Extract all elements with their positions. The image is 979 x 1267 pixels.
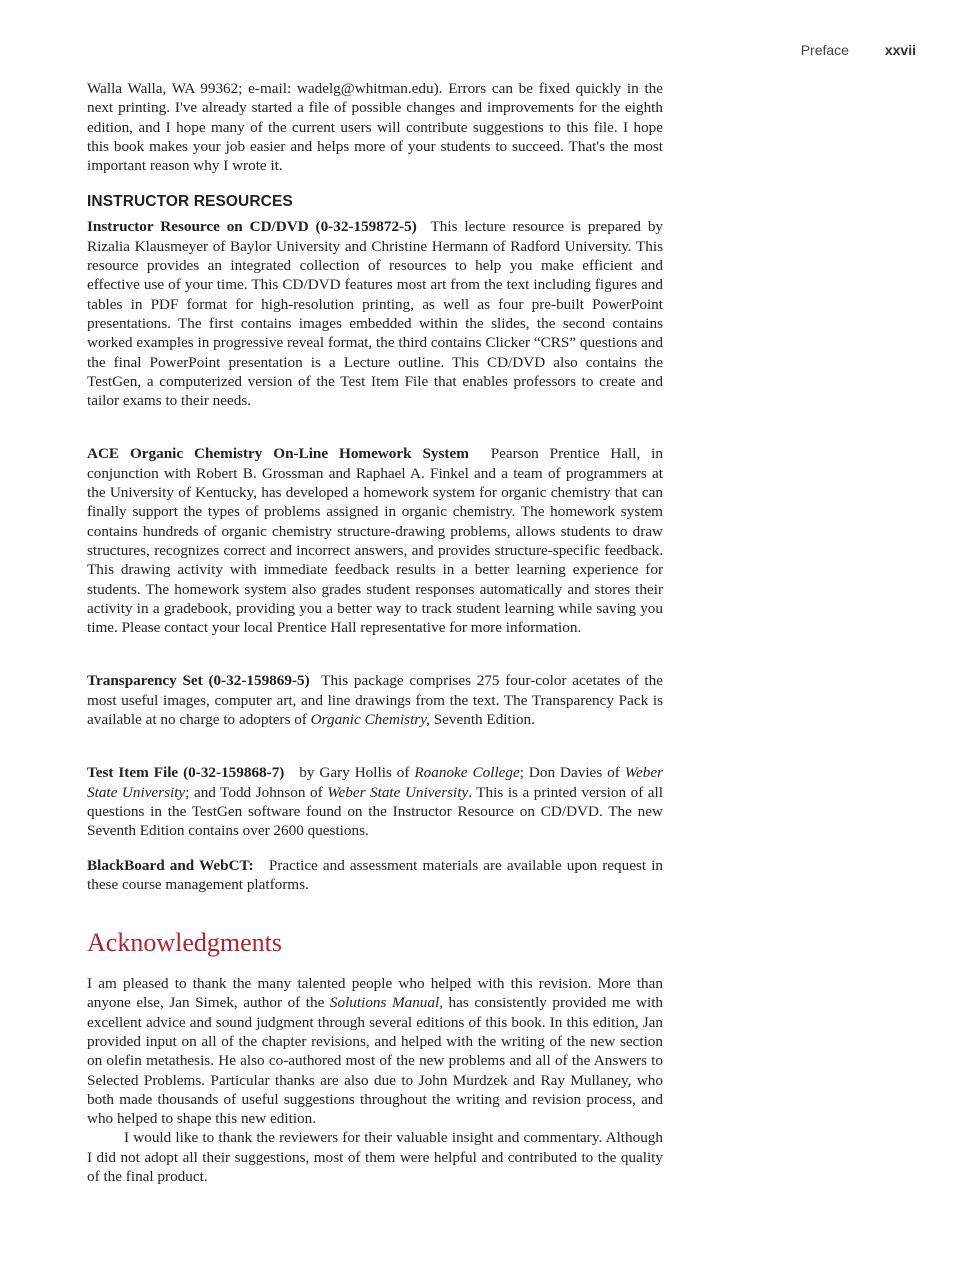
instructor-resources-heading: INSTRUCTOR RESOURCES xyxy=(87,193,293,211)
test-item-school-3: Weber State University xyxy=(327,783,469,801)
transparency-title: Transparency Set (0-32-159869-5) xyxy=(87,672,310,690)
ack-solutions-manual: Solutions Manual, xyxy=(329,994,443,1012)
page-body xyxy=(87,79,663,1186)
ace-title: ACE Organic Chemistry On-Line Homework System xyxy=(87,445,469,463)
transparency-text-end: Seventh Edition. xyxy=(433,711,535,729)
transparency-paragraph xyxy=(87,671,663,729)
test-item-text-3: ; and Todd Johnson of xyxy=(185,783,323,801)
acknowledgments-paragraph-1 xyxy=(87,974,663,1128)
test-item-text-4: . This is a printed version of all questions in the TestGen software found on the Instructor Resource on CD/DVD. The new Seventh Edition contains over 2600 questions. xyxy=(87,783,663,840)
acknowledgments-heading: Acknowledgments xyxy=(87,928,282,958)
transparency-book-title: Organic Chemistry, xyxy=(310,711,430,729)
ack-text-b: has consistently provided me with excellent advice and sound judgment through several editions of this book. In this edition, Jan provided input on all of the chapter revisions, and helped with the writing of the new section on olefin metathesis. He also co-authored most of the new problems and all of the Answers to Selected Problems. Particular thanks are also due to John Murdzek and Ray Mullaney, who both made thousands of useful suggestions throughout the writing and revision process, and who helped to shape this new edition. xyxy=(87,994,664,1128)
transparency-text: This package comprises 275 four-color acetates of the most useful images, computer art, and line drawings from the text. The Transparency Pack is available at no charge to adopters of xyxy=(87,672,663,729)
test-item-school-1: Roanoke College xyxy=(414,764,520,782)
intro-paragraph: Walla Walla, WA 99362; e-mail: wadelg@whitman.edu). Errors can be fixed quickly in the next printing. I've already started a file of possible changes and improvements for the eighth edition, and I hope many of the current users will contribute suggestions to this file. I hope this book makes your job easier and helps more of your students to succeed. That's the most important reason why I wrote it. xyxy=(87,80,663,175)
test-item-school-2: Weber State University xyxy=(87,764,664,801)
cd-resource-text: This lecture resource is prepared by Rizalia Klausmeyer of Baylor University and Christine Hermann of Radford University. This resource provides an integrated collection of resources to help you make efficient and effective use of your time. This CD/DVD features most art from the text including figures and tables in PDF format for high-resolution printing, as well as four pre-built PowerPoint presentations. The first contains images embedded within the slides, the second contains worked examples in progressive reveal format, the third contains Clicker “CRS” questions and the final PowerPoint presentation is a Lecture outline. This CD/DVD also contains the TestGen, a computerized version of the Test Item File that enables professors to create and tailor exams to their needs. xyxy=(87,218,664,410)
test-item-title: Test Item File (0-32-159868-7) xyxy=(87,764,285,782)
page-number: xxvii xyxy=(884,42,916,58)
running-head xyxy=(801,42,916,58)
ack-text-a: I am pleased to thank the many talented people who helped with this revision. More than anyone else, Jan Simek, author of the xyxy=(87,975,663,1012)
ace-paragraph xyxy=(87,444,663,637)
cd-resource-title: Instructor Resource on CD/DVD (0-32-159872-5) xyxy=(87,218,417,236)
blackboard-title: BlackBoard and WebCT: xyxy=(87,856,254,874)
blackboard-paragraph xyxy=(87,856,663,895)
test-item-text-2: ; Don Davies of xyxy=(519,764,620,782)
test-item-paragraph xyxy=(87,763,663,840)
test-item-text-1: by Gary Hollis of xyxy=(299,764,410,782)
ace-text: Pearson Prentice Hall, in conjunction with Robert B. Grossman and Raphael A. Finkel and a team of programmers at the University of Kentucky, has developed a homework system for organic chemistry that can finally support the types of problems assigned in organic chemistry. The homework system contains hundreds of organic chemistry structure-drawing problems, allows students to draw structures, recognizes correct and incorrect answers, and provides structure-specific feedback. This drawing activity with immediate feedback results in a better learning experience for students. The homework system also grades student responses automatically and stores their activity in a gradebook, providing you a better way to track student learning while saving you time. Please contact your local Prentice Hall representative for more information. xyxy=(87,445,663,637)
blackboard-text: Practice and assessment materials are available upon request in these course management platforms. xyxy=(87,856,664,893)
acknowledgments-paragraph-2: I would like to thank the reviewers for their valuable insight and commentary. Although I did not adopt all their suggestions, most of them were helpful and contributed to the quality of the final product. xyxy=(87,1129,663,1186)
cd-resource-paragraph xyxy=(87,217,663,410)
running-head-section: Preface xyxy=(800,42,849,58)
